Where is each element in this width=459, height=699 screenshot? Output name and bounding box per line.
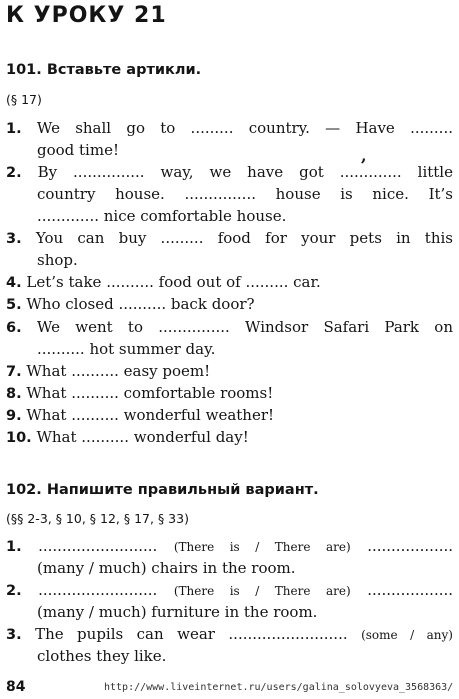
item-text: What .......... wonderful weather! xyxy=(26,406,275,424)
exercise-101-line xyxy=(6,205,453,227)
item-number: 1. xyxy=(6,121,22,137)
item-text: shop. xyxy=(37,251,78,269)
exercise-101-line xyxy=(6,404,453,426)
choice-options: (There is / There are) xyxy=(173,584,351,598)
item-number: 3. xyxy=(6,627,22,643)
item-text: (many / much) chairs in the room. xyxy=(37,559,296,577)
item-number: 1. xyxy=(6,539,22,555)
exercise-102-line xyxy=(6,579,453,601)
item-number: 6. xyxy=(6,320,22,336)
item-text: Let’s take .......... food out of ......... car. xyxy=(26,273,321,291)
item-number: 10. xyxy=(6,430,32,446)
item-number: 4. xyxy=(6,275,22,291)
answer-blank: .................. xyxy=(367,537,454,555)
exercise-101-line xyxy=(6,139,453,161)
item-text: You can buy ......... food for your pets in this xyxy=(35,229,453,247)
source-url: http://www.liveinternet.ru/users/galina_solovyeva_3568363/ xyxy=(104,682,454,693)
exercise-102-line xyxy=(6,535,453,557)
pen-mark: , xyxy=(361,146,367,165)
item-text: We shall go to ......... country. — Have ......... xyxy=(36,119,453,137)
choice-options: (some / any) xyxy=(361,628,453,642)
item-text: ............. nice comfortable house. xyxy=(37,207,287,225)
exercise-101-line xyxy=(6,426,453,448)
exercise-101-line xyxy=(6,338,453,360)
exercise-101-line xyxy=(6,161,453,183)
item-number: 8. xyxy=(6,386,22,402)
exercise-101-line xyxy=(6,293,453,315)
page-footer xyxy=(6,679,457,697)
answer-blank: ......................... xyxy=(38,537,158,555)
exercise-101-line xyxy=(6,117,453,139)
item-text: What .......... easy poem! xyxy=(26,362,211,380)
exercise-101-line xyxy=(6,249,453,271)
item-number: 2. xyxy=(6,165,22,181)
answer-blank: ......................... xyxy=(38,581,158,599)
item-number: 7. xyxy=(6,364,22,380)
exercise-101-line xyxy=(6,271,453,293)
item-text: We went to ............... Windsor Safari Park on xyxy=(36,318,453,336)
item-text: What .......... comfortable rooms! xyxy=(26,384,274,402)
exercise-102-line xyxy=(6,557,453,579)
answer-blank: .................. xyxy=(367,581,454,599)
item-text: The pupils can wear xyxy=(35,625,215,643)
item-text: .......... hot summer day. xyxy=(37,340,216,358)
exercise-101-reference: (§ 17) xyxy=(6,92,42,107)
exercise-102-line xyxy=(6,601,453,623)
exercise-102-reference: (§§ 2-3, § 10, § 12, § 17, § 33) xyxy=(6,511,189,526)
item-number: 3. xyxy=(6,231,22,247)
lesson-heading: К УРОКУ 21 xyxy=(6,3,167,28)
item-text: (many / much) furniture in the room. xyxy=(37,603,318,621)
item-text: By ............... way, we have got ............. little xyxy=(37,163,453,181)
exercise-101-line xyxy=(6,382,453,404)
answer-blank: ......................... xyxy=(228,625,348,643)
item-text: good time! xyxy=(37,141,119,159)
page-number: 84 xyxy=(6,679,26,695)
item-text: country house. ............... house is nice. It’s xyxy=(37,185,453,203)
exercise-101-line xyxy=(37,183,453,205)
item-number: 5. xyxy=(6,297,22,313)
item-text: clothes they like. xyxy=(37,647,167,665)
exercise-102-line xyxy=(6,623,453,645)
item-number: 2. xyxy=(6,583,22,599)
exercise-101-line xyxy=(6,227,453,249)
exercise-102-line xyxy=(6,645,453,667)
exercise-102-title: 102. Напишите правильный вариант. xyxy=(6,482,319,498)
exercise-101-title: 101. Вставьте артикли. xyxy=(6,62,202,78)
choice-options: (There is / There are) xyxy=(173,540,351,554)
item-number: 9. xyxy=(6,408,22,424)
item-text: Who closed .......... back door? xyxy=(26,295,255,313)
item-text: What .......... wonderful day! xyxy=(36,428,249,446)
exercise-101-line xyxy=(6,316,453,338)
exercise-101-line xyxy=(6,360,453,382)
